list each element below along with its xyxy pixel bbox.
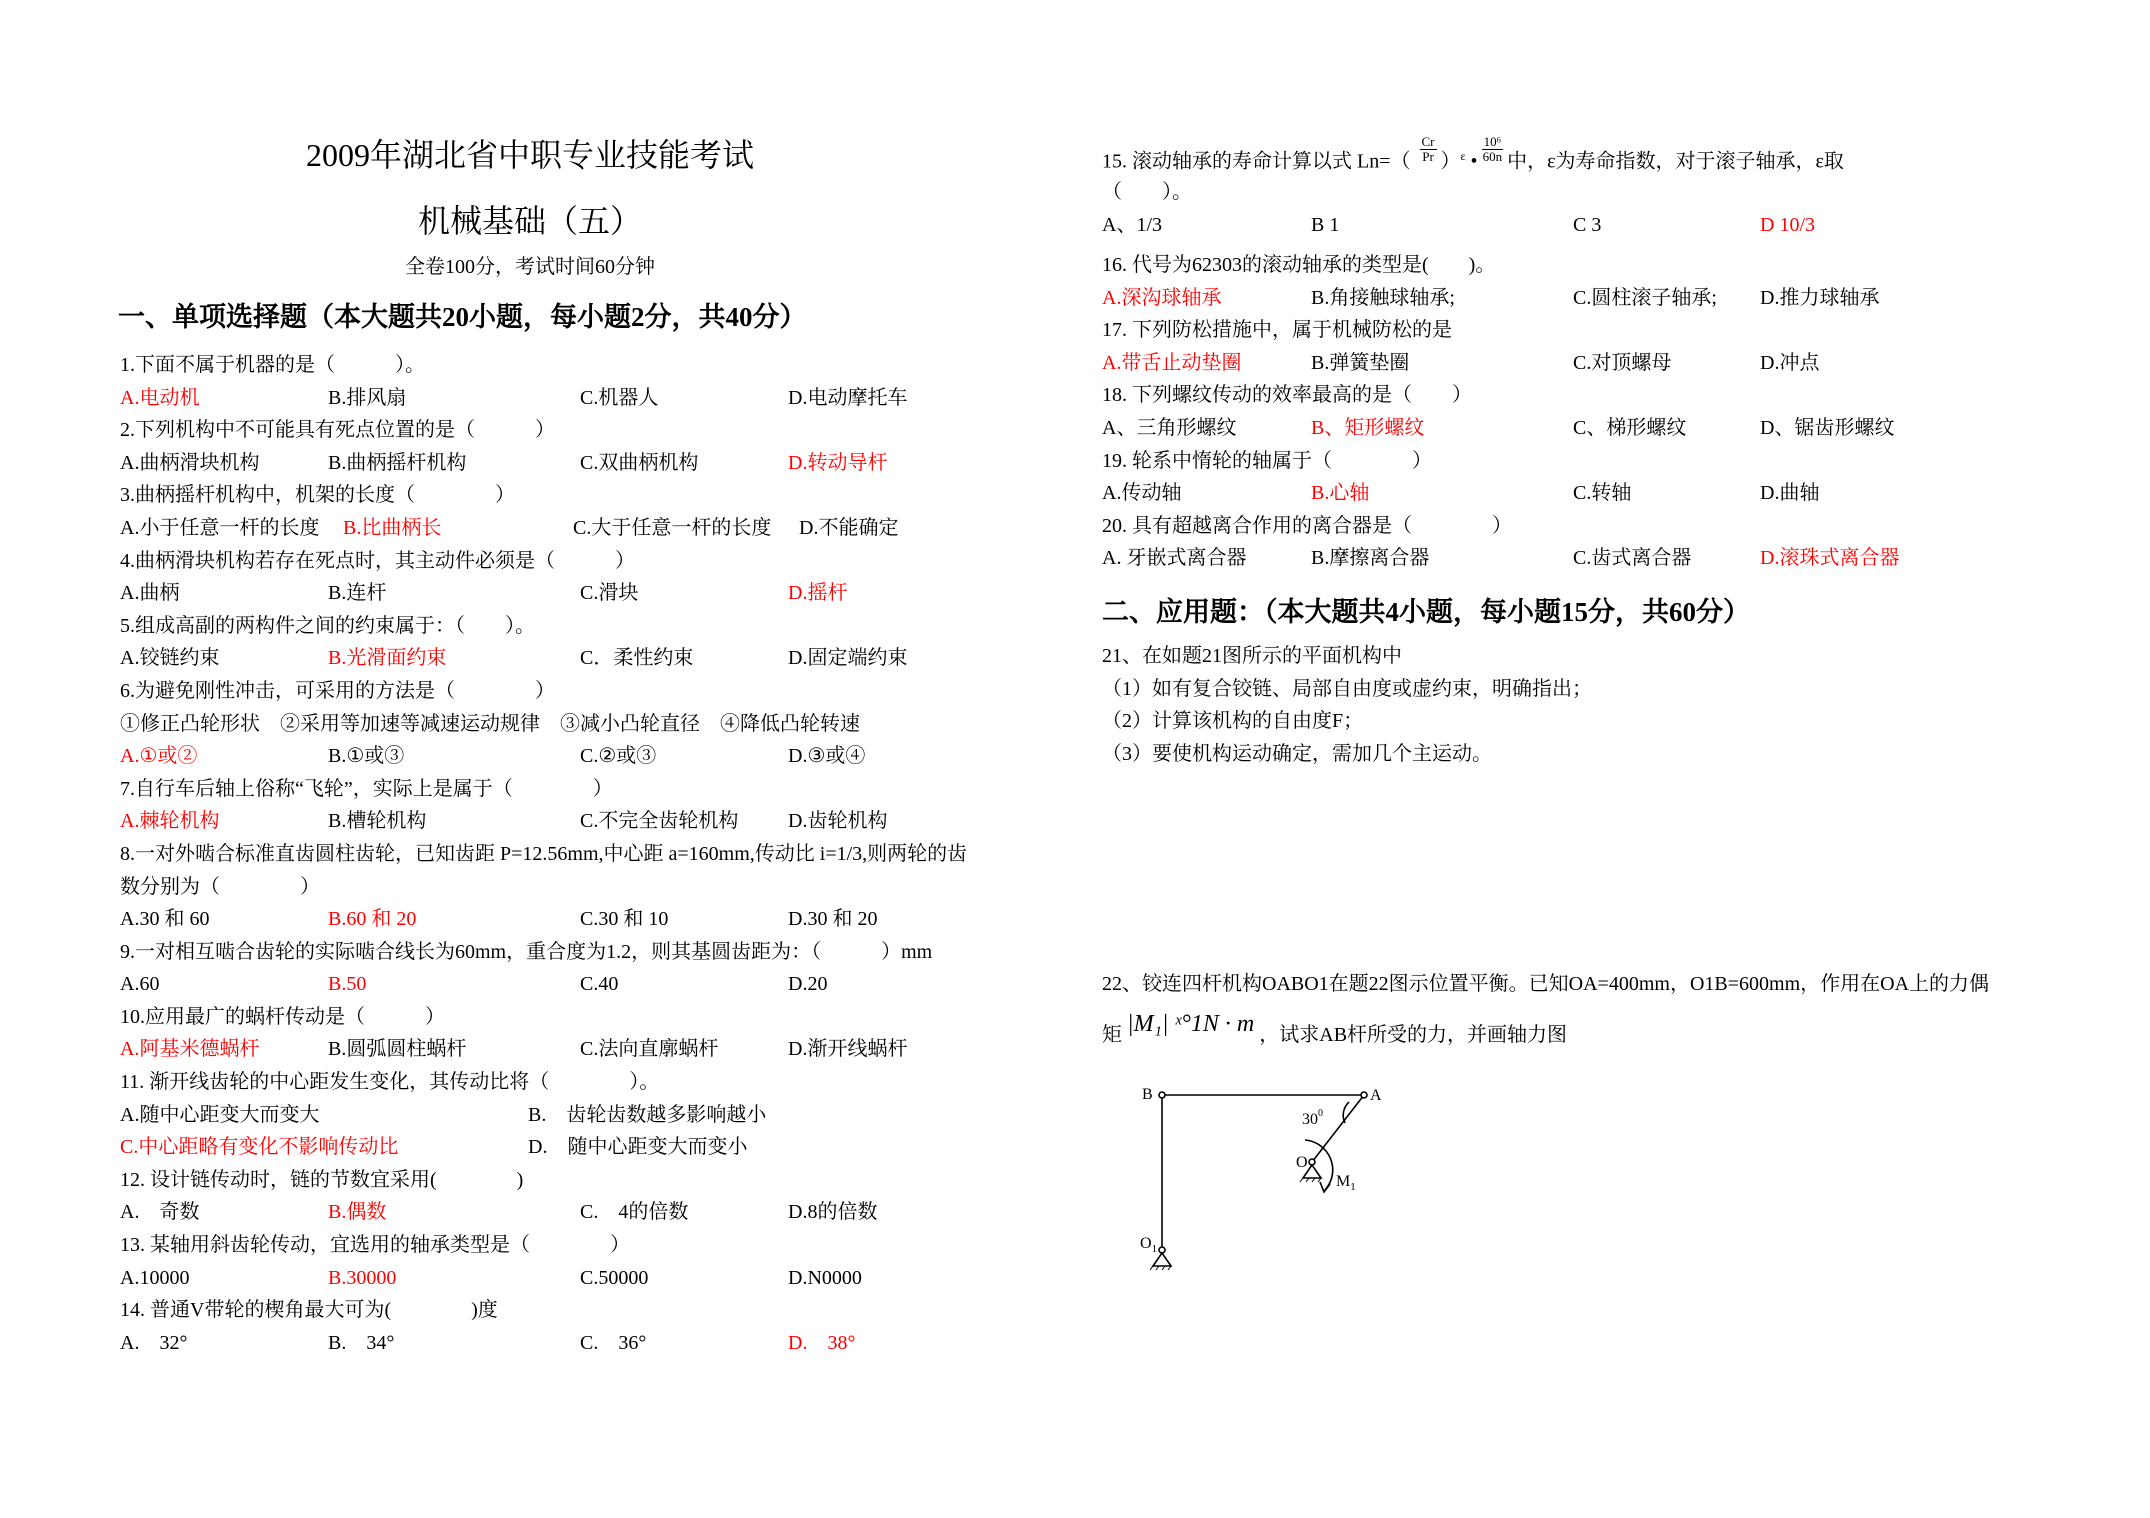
option-b: B.60 和 20: [328, 908, 417, 931]
option-c: C. 36°: [580, 1331, 647, 1354]
option-a: A.10000: [120, 1266, 190, 1289]
option-d: D.不能确定: [799, 516, 899, 539]
option-d: D 10/3: [1760, 213, 1815, 236]
q15-options: [1102, 209, 1844, 242]
exam-info: 全卷100分，考试时间60分钟: [405, 256, 655, 278]
option-d: D.③或④: [788, 745, 866, 768]
question-17-options: [1102, 347, 1899, 380]
option-d: D.渐开线蜗杆: [788, 1038, 908, 1061]
option-b: B.连杆: [328, 582, 387, 605]
label-m1: $M_1$: [1336, 1173, 1356, 1193]
joint-b: [1159, 1092, 1165, 1098]
option-c: C.中心距略有变化不影响传动比: [120, 1136, 399, 1159]
question-11-options: [120, 1131, 967, 1164]
question-4-stem: 4.曲柄滑块机构若存在死点时，其主动件必须是（ ）: [120, 549, 635, 572]
option-b: B.曲柄摇杆机构: [328, 451, 467, 474]
option-c: C、梯形螺纹: [1573, 416, 1687, 439]
question-16-options: [1102, 282, 1899, 315]
question-20-options: [1102, 542, 1899, 575]
option-c: C.机器人: [580, 386, 659, 409]
option-c: C.30 和 10: [580, 908, 669, 931]
option-c: C.法向直廓蜗杆: [580, 1038, 719, 1061]
option-b: B.50: [328, 973, 367, 996]
option-d: D.N0000: [788, 1266, 862, 1289]
q22-suffix: ，试求AB杆所受的力，并画轴力图: [1259, 1024, 1568, 1046]
option-a: A.阿基米德蜗杆: [120, 1038, 260, 1061]
question-12-stem: 12. 设计链传动时，链的节数宜采用( ): [120, 1168, 524, 1191]
question-21: [1102, 640, 1592, 770]
option-d: D.齿轮机构: [788, 810, 888, 833]
option-b: B.弹簧垫圈: [1311, 351, 1410, 374]
option-c: C 3: [1573, 213, 1602, 236]
option-c: C.圆柱滚子轴承;: [1573, 286, 1717, 309]
option-c: C.滑块: [580, 582, 639, 605]
question-14-stem: 14. 普通V带轮的楔角最大可为( )度: [120, 1299, 498, 1322]
option-b: B.光滑面约束: [328, 647, 447, 670]
question-18-options: [1102, 412, 1899, 445]
option-b: B.圆弧圆柱蜗杆: [328, 1038, 467, 1061]
exam-subject: 机械基础（五）: [417, 203, 642, 239]
question-7-options: [120, 805, 967, 838]
question-15: 15. 滚动轴承的寿命计算以式 Ln=（ $\frac{Cr}{Pr}$ ）$^\varepsilon$ • $\frac{\text{10⁶}}{60n}$ 中，ε为寿命指数，对于滚子轴承，ε取 （ ）。 A、1/3 B 1 C 3 D 10/3: [1102, 132, 1844, 241]
option-a: A.曲柄: [120, 582, 180, 605]
question-1-stem: 1.下面不属于机器的是（ ）。: [120, 354, 425, 376]
option-b: B.槽轮机构: [328, 810, 427, 833]
q15-frac1-num: Cr: [1421, 133, 1435, 149]
exam-title: 2009年湖北省中职专业技能考试: [305, 137, 754, 173]
option-a: A.带舌止动垫圈: [1102, 351, 1242, 374]
option-d: D.转动导杆: [788, 451, 888, 474]
question-10-options: [120, 1033, 967, 1066]
question-7-stem: 7.自行车后轴上俗称“飞轮”，实际上是属于（ ）: [120, 777, 613, 800]
option-b: B.①或③: [328, 745, 405, 768]
q15-stem-before: 15. 滚动轴承的寿命计算以式 Ln=（: [1102, 150, 1411, 173]
four-bar-linkage-figure: [1100, 1070, 1460, 1280]
option-a: A、三角形螺纹: [1102, 416, 1237, 439]
option-b: B. 齿轮齿数越多影响越小: [528, 1103, 767, 1126]
question-13-options: [120, 1262, 967, 1295]
option-d: D. 随中心距变大而变小: [528, 1136, 748, 1159]
question-3-options: [120, 512, 967, 545]
section-1-heading: 一、单项选择题（本大题共20小题，每小题2分，共40分）: [118, 302, 807, 332]
q15-fraction-life: [1482, 135, 1504, 164]
q21-line: 21、在如题21图所示的平面机构中: [1102, 645, 1402, 667]
right-questions: [1102, 249, 1899, 575]
option-b: B.心轴: [1311, 482, 1370, 505]
option-c: C.大于任意一杆的长度: [573, 516, 772, 539]
option-c: C．柔性约束: [580, 647, 694, 670]
option-b: B.30000: [328, 1266, 397, 1289]
moment-arc: [1305, 1140, 1333, 1190]
option-d: D.固定端约束: [788, 647, 908, 670]
question-6-stem: ①修正凸轮形状 ②采用等加速等减速运动规律 ③减小凸轮直径 ④降低凸轮转速: [120, 712, 860, 735]
option-a: A.曲柄滑块机构: [120, 451, 260, 474]
question-11-stem: 11. 渐开线齿轮的中心距发生变化，其传动比将（ ）。: [120, 1071, 660, 1094]
option-a: A.深沟球轴承: [1102, 286, 1222, 309]
option-a: A. 牙嵌式离合器: [1102, 547, 1247, 570]
question-19-stem: 19. 轮系中惰轮的轴属于（ ）: [1102, 449, 1432, 472]
question-6-stem: 6.为避免刚性冲击，可采用的方法是（ ）: [120, 679, 555, 702]
label-o1: $O_1$: [1140, 1235, 1158, 1255]
question-22-line2: [1102, 1011, 1568, 1052]
q15-frac2-num: 10⁶: [1483, 133, 1502, 149]
option-d: D. 38°: [788, 1331, 856, 1354]
option-a: A.棘轮机构: [120, 810, 220, 833]
q15-fraction-cr-pr: [1420, 135, 1437, 164]
question-12-options: [120, 1196, 967, 1229]
option-c: C.双曲柄机构: [580, 451, 699, 474]
q22-line1: 22、铰连四杆机构OABO1在题22图示位置平衡。已知OA=400mm，O1B=600mm，作用在OA上的力偶: [1102, 973, 1990, 995]
option-d: D.30 和 20: [788, 908, 878, 931]
option-a: A、1/3: [1102, 213, 1162, 236]
question-16-stem: 16. 代号为62303的滚动轴承的类型是( )。: [1102, 254, 1496, 276]
option-c: C.②或③: [580, 745, 657, 768]
question-8-options: [120, 903, 967, 936]
option-d: D.曲轴: [1760, 482, 1820, 505]
joint-a: [1361, 1092, 1367, 1098]
option-d: D.推力球轴承: [1760, 286, 1880, 309]
option-a: A.电动机: [120, 386, 200, 409]
link-oa: [1312, 1095, 1364, 1162]
option-c: C.齿式离合器: [1573, 547, 1692, 570]
question-11-options: [120, 1099, 967, 1132]
option-b: B 1: [1311, 213, 1340, 236]
question-18-stem: 18. 下列螺纹传动的效率最高的是（ ）: [1102, 384, 1472, 407]
option-b: B. 34°: [328, 1331, 395, 1354]
q15-exponent: ε: [1460, 149, 1466, 163]
q22-formula: |M₁| ˣ°1N · m: [1127, 1011, 1255, 1037]
label-a: A: [1370, 1087, 1382, 1104]
option-a: A.铰链约束: [120, 647, 220, 670]
question-20-stem: 20. 具有超越离合作用的离合器是（ ）: [1102, 514, 1512, 537]
label-angle-30: $30^0$: [1302, 1108, 1323, 1128]
q21-line: （2）计算该机构的自由度F；: [1102, 710, 1364, 733]
option-c: C.40: [580, 973, 619, 996]
option-a: A.随中心距变大而变大: [120, 1103, 320, 1126]
question-5-stem: 5.组成高副的两构件之间的约束属于：（ ）。: [120, 614, 535, 637]
question-5-options: [120, 642, 967, 675]
label-b: B: [1142, 1086, 1153, 1103]
q15-frac2-den: 60n: [1482, 148, 1503, 164]
option-c: C.对顶螺母: [1573, 351, 1672, 374]
option-b: B.角接触球轴承;: [1311, 286, 1455, 309]
left-questions: [120, 349, 967, 1359]
option-a: A.60: [120, 973, 160, 996]
question-19-options: [1102, 477, 1899, 510]
option-d: D.摇杆: [788, 582, 848, 605]
option-d: D、锯齿形螺纹: [1760, 416, 1895, 439]
section-2-heading: 二、应用题：（本大题共4小题，每小题15分，共60分）: [1102, 597, 1750, 627]
q21-line: （1）如有复合铰链、局部自由度或虚约束，明确指出；: [1102, 677, 1592, 700]
question-2-stem: 2.下列机构中不可能具有死点位置的是（ ）: [120, 419, 555, 442]
question-4-options: [120, 577, 967, 610]
question-8-stem: 8.一对外啮合标准直齿圆柱齿轮，已知齿距 P=12.56mm,中心距 a=160mm,传动比 i=1/3,则两轮的齿: [120, 842, 968, 865]
question-6-options: [120, 740, 967, 773]
question-10-stem: 10.应用最广的蜗杆传动是（ ）: [120, 1005, 445, 1028]
label-o: O: [1296, 1154, 1308, 1171]
option-d: D.滚珠式离合器: [1760, 547, 1900, 570]
option-a: A.①或②: [120, 745, 198, 768]
question-9-stem: 9.一对相互啮合齿轮的实际啮合线长为60mm，重合度为1.2，则其基圆齿距为：（ ）mm: [120, 940, 933, 963]
option-d: D.电动摩托车: [788, 386, 908, 409]
option-c: C.50000: [580, 1266, 649, 1289]
q15-stem-after: 中，ε为寿命指数，对于滚子轴承，ε取: [1507, 150, 1844, 173]
option-d: D.8的倍数: [788, 1201, 878, 1224]
question-1-options: [120, 382, 967, 415]
option-b: B.偶数: [328, 1201, 387, 1224]
question-2-options: [120, 447, 967, 480]
question-13-stem: 13. 某轴用斜齿轮传动，宜选用的轴承类型是（ ）: [120, 1234, 630, 1257]
option-b: B、矩形螺纹: [1311, 416, 1425, 439]
q21-line: （3）要使机构运动确定，需加几个主运动。: [1102, 742, 1492, 765]
question-9-options: [120, 968, 967, 1001]
q15-stem-line2: （ ）。: [1102, 181, 1192, 204]
option-d: D.20: [788, 973, 828, 996]
question-14-options: [120, 1327, 967, 1360]
question-3-stem: 3.曲柄摇杆机构中，机架的长度（ ）: [120, 484, 515, 507]
q15-frac1-den: Pr: [1422, 148, 1434, 164]
option-a: A. 奇数: [120, 1201, 200, 1224]
option-c: C.转轴: [1573, 482, 1632, 505]
option-b: B.比曲柄长: [343, 516, 442, 539]
option-a: A.30 和 60: [120, 908, 210, 931]
option-a: A.小于任意一杆的长度: [120, 516, 320, 539]
question-17-stem: 17. 下列防松措施中，属于机械防松的是: [1102, 319, 1452, 342]
option-a: A.传动轴: [1102, 482, 1182, 505]
option-c: C.不完全齿轮机构: [580, 810, 739, 833]
option-a: A. 32°: [120, 1331, 188, 1354]
moment-arrow-icon: [1320, 1182, 1330, 1192]
option-b: B.摩擦离合器: [1311, 547, 1430, 570]
q22-prefix: 矩: [1102, 1024, 1122, 1046]
question-8-stem: 数分别为（ ）: [120, 875, 320, 898]
option-b: B.排风扇: [328, 386, 407, 409]
option-d: D.冲点: [1760, 351, 1820, 374]
option-c: C. 4的倍数: [580, 1201, 689, 1224]
angle-arc: [1343, 1102, 1349, 1123]
